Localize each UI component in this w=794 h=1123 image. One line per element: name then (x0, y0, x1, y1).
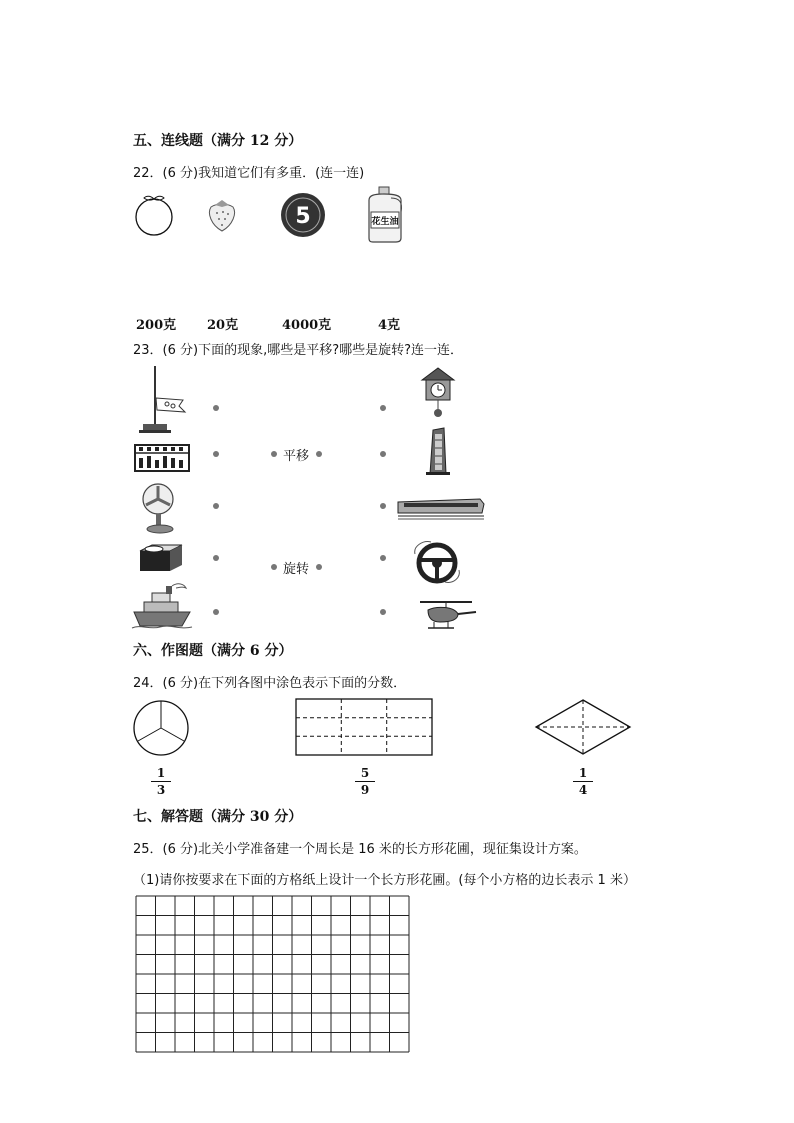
strawberry-icon (205, 197, 239, 233)
ship-icon (130, 582, 194, 630)
circle-shape[interactable] (132, 698, 192, 758)
left-dot-5[interactable] (213, 609, 219, 615)
grid-paper[interactable] (135, 895, 413, 1057)
section-title-5: 五、连线题（满分 12 分） (133, 133, 303, 149)
right-dot-5[interactable] (380, 609, 386, 615)
translate-dot-left[interactable] (271, 451, 277, 457)
right-dot-1[interactable] (380, 405, 386, 411)
desk-fan-icon (140, 482, 180, 534)
question-23: 23．(6 分)下面的现象,哪些是平移?哪些是旋转?连一连． (133, 343, 464, 358)
elevator-tower-icon (424, 426, 452, 476)
left-dot-1[interactable] (213, 405, 219, 411)
left-dot-4[interactable] (213, 555, 219, 561)
fraction-1-3 (149, 766, 173, 797)
question-25-part-1: （1)请你按要求在下面的方格纸上设计一个长方形花圃。(每个小方格的边长表示 1 米） (133, 873, 636, 888)
left-dot-3[interactable] (213, 503, 219, 509)
coin-value: 5 (295, 204, 311, 229)
coin-icon (280, 192, 326, 238)
fraction-1-4 (571, 766, 595, 797)
left-dot-2[interactable] (213, 451, 219, 457)
orange-icon (133, 193, 175, 237)
denominator: 3 (156, 783, 166, 797)
question-22: 22．(6 分)我知道它们有多重．(连一连) (133, 166, 365, 181)
rectangle-shape[interactable] (295, 698, 435, 758)
right-dot-4[interactable] (380, 555, 386, 561)
fraction-5-9 (353, 766, 377, 797)
rhombus-shape[interactable] (533, 698, 633, 758)
translate-dot-right[interactable] (316, 451, 322, 457)
rotate-dot-left[interactable] (271, 564, 277, 570)
train-icon (396, 494, 486, 520)
right-dot-3[interactable] (380, 503, 386, 509)
numerator: 1 (578, 766, 588, 780)
helicopter-icon (414, 596, 478, 632)
section-title-7: 七、解答题（满分 30 分） (133, 809, 303, 825)
bottle-label: 花生油 (371, 217, 399, 227)
weight-200g: 200克 (136, 318, 177, 333)
weight-4g: 4克 (378, 318, 401, 333)
section-title-6: 六、作图题（满分 6 分） (133, 643, 293, 659)
denominator: 9 (360, 783, 370, 797)
question-24: 24．(6 分)在下列各图中涂色表示下面的分数． (133, 676, 407, 691)
right-dot-2[interactable] (380, 451, 386, 457)
rotate-dot-right[interactable] (316, 564, 322, 570)
question-25: 25．(6 分)北关小学准备建一个周长是 16 米的长方形花圃，现征集设计方案。 (133, 842, 587, 857)
numerator: 5 (360, 766, 370, 780)
cuckoo-clock-icon (420, 366, 456, 418)
weight-4000g: 4000克 (282, 318, 332, 333)
flag-raising-icon (137, 362, 187, 434)
steering-wheel-icon (413, 540, 463, 586)
cd-tray-icon (138, 543, 184, 573)
denominator: 4 (578, 783, 588, 797)
rotate-label: 旋转 (283, 562, 310, 577)
weight-20g: 20克 (207, 318, 239, 333)
abacus-icon (134, 444, 190, 472)
numerator: 1 (156, 766, 166, 780)
translate-label: 平移 (283, 449, 310, 464)
